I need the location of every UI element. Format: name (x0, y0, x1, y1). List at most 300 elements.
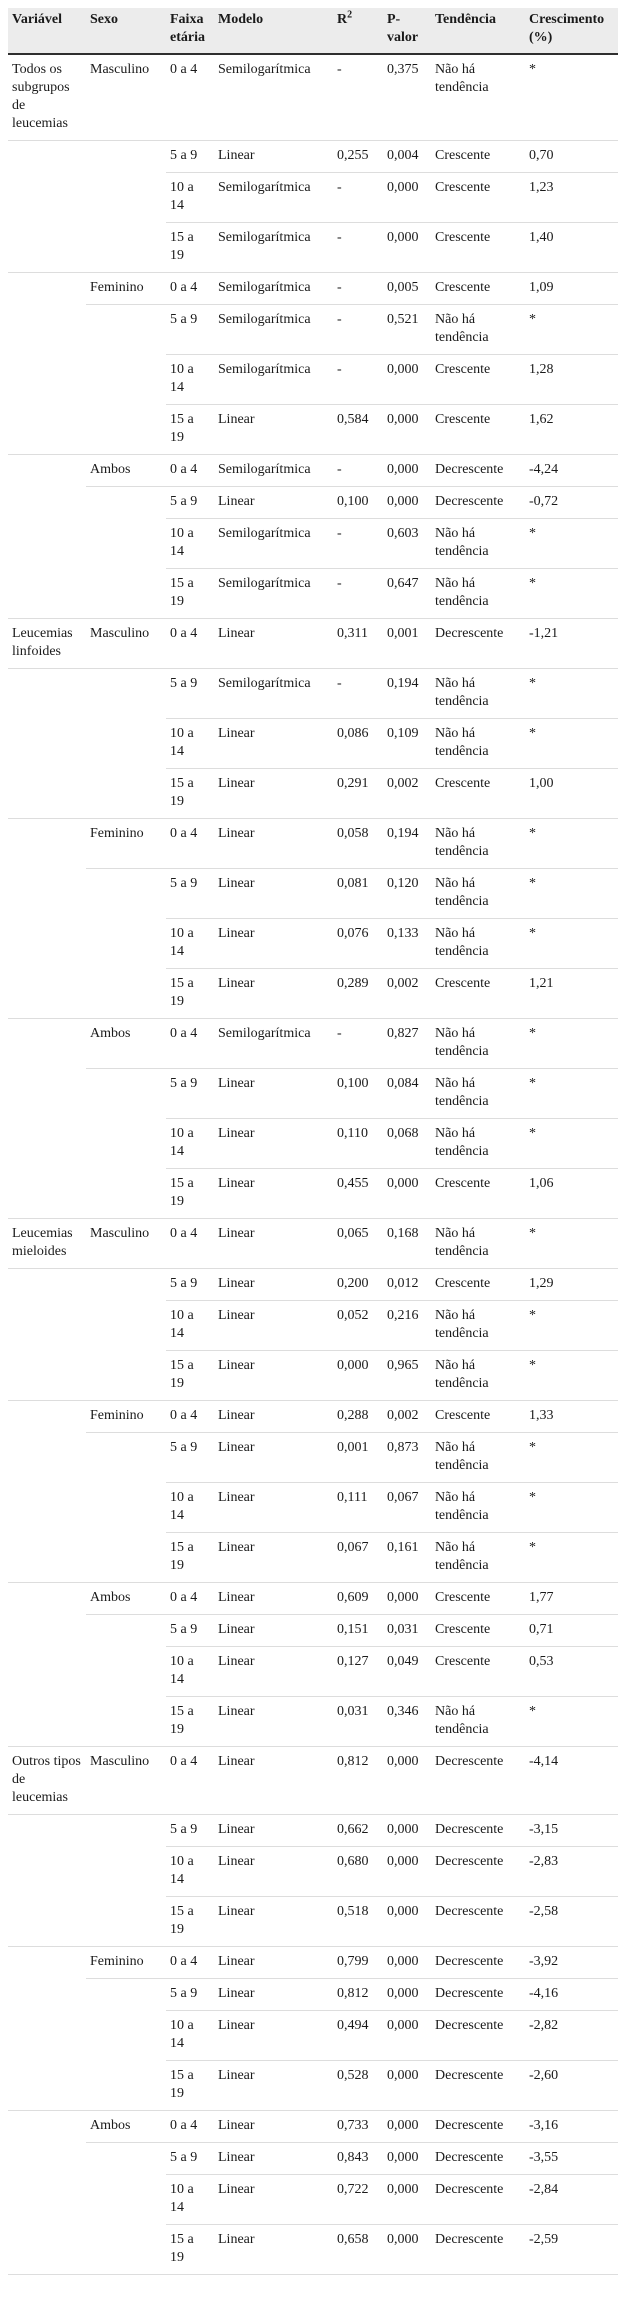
cell-r2: 0,200 (333, 1269, 383, 1301)
cell-r2: 0,812 (333, 1747, 383, 1815)
cell-faixa-etaria: 5 a 9 (166, 1615, 214, 1647)
cell-tendencia: Crescente (431, 1169, 525, 1219)
cell-r2: 0,843 (333, 2143, 383, 2175)
cell-modelo: Linear (214, 1947, 333, 1979)
cell-variavel (8, 1483, 86, 1533)
cell-variavel (8, 1533, 86, 1583)
cell-crescimento: -2,84 (525, 2175, 618, 2225)
cell-tendencia: Não há tendência (431, 819, 525, 869)
cell-r2: 0,658 (333, 2225, 383, 2275)
cell-tendencia: Não há tendência (431, 719, 525, 769)
cell-faixa-etaria: 5 a 9 (166, 669, 214, 719)
table-row (8, 769, 618, 819)
cell-sexo (86, 1269, 166, 1301)
cell-p-valor: 0,000 (383, 173, 431, 223)
table-row (8, 2143, 618, 2175)
cell-sexo (86, 1483, 166, 1533)
table-row (8, 1483, 618, 1533)
cell-tendencia: Não há tendência (431, 1219, 525, 1269)
table-row (8, 355, 618, 405)
table-row (8, 1583, 618, 1615)
cell-tendencia: Decrescente (431, 1815, 525, 1847)
table-row (8, 2225, 618, 2275)
cell-variavel (8, 669, 86, 719)
cell-crescimento: * (525, 1219, 618, 1269)
cell-modelo: Linear (214, 141, 333, 173)
cell-r2: 0,455 (333, 1169, 383, 1219)
cell-faixa-etaria: 15 a 19 (166, 969, 214, 1019)
cell-p-valor: 0,000 (383, 1897, 431, 1947)
table-row (8, 141, 618, 173)
table-row (8, 1019, 618, 1069)
cell-p-valor: 0,068 (383, 1119, 431, 1169)
cell-crescimento: * (525, 869, 618, 919)
cell-r2: 0,065 (333, 1219, 383, 1269)
cell-r2: - (333, 173, 383, 223)
cell-tendencia: Crescente (431, 1647, 525, 1697)
cell-p-valor: 0,002 (383, 969, 431, 1019)
cell-p-valor: 0,084 (383, 1069, 431, 1119)
cell-p-valor: 0,194 (383, 669, 431, 719)
cell-p-valor: 0,000 (383, 355, 431, 405)
cell-variavel (8, 1069, 86, 1119)
table-row (8, 223, 618, 273)
cell-crescimento: * (525, 305, 618, 355)
cell-r2: 0,584 (333, 405, 383, 455)
cell-modelo: Linear (214, 1483, 333, 1533)
cell-p-valor: 0,120 (383, 869, 431, 919)
cell-sexo (86, 969, 166, 1019)
cell-variavel (8, 519, 86, 569)
cell-modelo: Linear (214, 1533, 333, 1583)
cell-tendencia: Não há tendência (431, 569, 525, 619)
cell-p-valor: 0,000 (383, 2143, 431, 2175)
cell-variavel (8, 1647, 86, 1697)
cell-crescimento: * (525, 54, 618, 141)
cell-tendencia: Não há tendência (431, 1697, 525, 1747)
cell-variavel (8, 1979, 86, 2011)
cell-r2: 0,812 (333, 1979, 383, 2011)
cell-variavel (8, 305, 86, 355)
cell-faixa-etaria: 0 a 4 (166, 273, 214, 305)
table-row (8, 487, 618, 519)
cell-faixa-etaria: 5 a 9 (166, 1269, 214, 1301)
cell-p-valor: 0,000 (383, 487, 431, 519)
cell-faixa-etaria: 0 a 4 (166, 1747, 214, 1815)
cell-variavel (8, 2011, 86, 2061)
cell-sexo: Masculino (86, 54, 166, 141)
cell-modelo: Linear (214, 1897, 333, 1947)
cell-p-valor: 0,000 (383, 2061, 431, 2111)
cell-variavel (8, 719, 86, 769)
cell-faixa-etaria: 5 a 9 (166, 487, 214, 519)
cell-r2: - (333, 455, 383, 487)
cell-p-valor: 0,873 (383, 1433, 431, 1483)
cell-tendencia: Decrescente (431, 1747, 525, 1815)
cell-tendencia: Não há tendência (431, 1019, 525, 1069)
cell-p-valor: 0,000 (383, 2011, 431, 2061)
cell-r2: 0,722 (333, 2175, 383, 2225)
trend-table (8, 8, 618, 2275)
cell-p-valor: 0,603 (383, 519, 431, 569)
header-faixa-etaria: Faixa etária (166, 8, 214, 54)
cell-modelo: Linear (214, 619, 333, 669)
cell-faixa-etaria: 15 a 19 (166, 1533, 214, 1583)
cell-crescimento: -2,83 (525, 1847, 618, 1897)
cell-modelo: Linear (214, 769, 333, 819)
cell-tendencia: Crescente (431, 1401, 525, 1433)
cell-sexo (86, 1647, 166, 1697)
cell-modelo: Linear (214, 2011, 333, 2061)
cell-modelo: Linear (214, 2143, 333, 2175)
cell-variavel (8, 1019, 86, 1069)
cell-crescimento: -3,92 (525, 1947, 618, 1979)
cell-variavel (8, 2175, 86, 2225)
cell-faixa-etaria: 15 a 19 (166, 1897, 214, 1947)
table-row (8, 1697, 618, 1747)
table-row (8, 1747, 618, 1815)
cell-crescimento: * (525, 1069, 618, 1119)
cell-r2: 0,081 (333, 869, 383, 919)
cell-faixa-etaria: 15 a 19 (166, 1169, 214, 1219)
cell-variavel (8, 1401, 86, 1433)
table-row (8, 619, 618, 669)
table-row (8, 1351, 618, 1401)
cell-modelo: Linear (214, 919, 333, 969)
cell-p-valor: 0,194 (383, 819, 431, 869)
cell-faixa-etaria: 0 a 4 (166, 1401, 214, 1433)
cell-p-valor: 0,005 (383, 273, 431, 305)
cell-p-valor: 0,521 (383, 305, 431, 355)
cell-faixa-etaria: 5 a 9 (166, 305, 214, 355)
cell-tendencia: Não há tendência (431, 1483, 525, 1533)
cell-variavel (8, 2225, 86, 2275)
cell-p-valor: 0,000 (383, 1583, 431, 1615)
cell-variavel (8, 1119, 86, 1169)
cell-faixa-etaria: 15 a 19 (166, 223, 214, 273)
cell-crescimento: -0,72 (525, 487, 618, 519)
cell-tendencia: Decrescente (431, 2143, 525, 2175)
table-row (8, 2111, 618, 2143)
cell-faixa-etaria: 5 a 9 (166, 1815, 214, 1847)
cell-sexo: Ambos (86, 1019, 166, 1069)
table-row (8, 1615, 618, 1647)
cell-variavel: Todos os subgrupos de leucemias (8, 54, 86, 141)
cell-tendencia: Decrescente (431, 1979, 525, 2011)
cell-p-valor: 0,375 (383, 54, 431, 141)
cell-crescimento: -4,16 (525, 1979, 618, 2011)
cell-crescimento: -1,21 (525, 619, 618, 669)
cell-sexo (86, 519, 166, 569)
cell-sexo (86, 2175, 166, 2225)
cell-tendencia: Decrescente (431, 1897, 525, 1947)
cell-p-valor: 0,004 (383, 141, 431, 173)
cell-crescimento: * (525, 1433, 618, 1483)
cell-modelo: Linear (214, 1219, 333, 1269)
cell-modelo: Linear (214, 1301, 333, 1351)
cell-sexo (86, 1119, 166, 1169)
table-row (8, 1433, 618, 1483)
cell-crescimento: * (525, 1119, 618, 1169)
cell-modelo: Linear (214, 1119, 333, 1169)
cell-faixa-etaria: 0 a 4 (166, 1583, 214, 1615)
cell-sexo (86, 1697, 166, 1747)
cell-variavel (8, 273, 86, 305)
cell-crescimento: * (525, 569, 618, 619)
cell-r2: 0,680 (333, 1847, 383, 1897)
cell-crescimento: * (525, 719, 618, 769)
cell-faixa-etaria: 5 a 9 (166, 1979, 214, 2011)
cell-p-valor: 0,000 (383, 2175, 431, 2225)
cell-crescimento: -3,15 (525, 1815, 618, 1847)
cell-crescimento: 1,28 (525, 355, 618, 405)
cell-variavel (8, 1269, 86, 1301)
cell-crescimento: 0,71 (525, 1615, 618, 1647)
cell-crescimento: 0,53 (525, 1647, 618, 1697)
cell-tendencia: Decrescente (431, 1947, 525, 1979)
cell-variavel (8, 2061, 86, 2111)
cell-modelo: Linear (214, 1169, 333, 1219)
cell-p-valor: 0,067 (383, 1483, 431, 1533)
cell-p-valor: 0,161 (383, 1533, 431, 1583)
cell-faixa-etaria: 0 a 4 (166, 1219, 214, 1269)
table-row (8, 1647, 618, 1697)
cell-tendencia: Decrescente (431, 2175, 525, 2225)
cell-sexo (86, 2143, 166, 2175)
cell-modelo: Linear (214, 719, 333, 769)
cell-p-valor: 0,049 (383, 1647, 431, 1697)
cell-p-valor: 0,000 (383, 223, 431, 273)
cell-modelo: Linear (214, 1847, 333, 1897)
cell-faixa-etaria: 0 a 4 (166, 1947, 214, 1979)
cell-tendencia: Decrescente (431, 2011, 525, 2061)
cell-tendencia: Não há tendência (431, 919, 525, 969)
cell-crescimento: 1,09 (525, 273, 618, 305)
cell-faixa-etaria: 5 a 9 (166, 2143, 214, 2175)
cell-r2: 0,291 (333, 769, 383, 819)
cell-sexo (86, 769, 166, 819)
cell-crescimento: * (525, 519, 618, 569)
cell-sexo (86, 1533, 166, 1583)
table-row (8, 1119, 618, 1169)
cell-r2: 0,733 (333, 2111, 383, 2143)
cell-variavel (8, 1847, 86, 1897)
cell-r2: 0,289 (333, 969, 383, 1019)
cell-faixa-etaria: 10 a 14 (166, 1483, 214, 1533)
table-row (8, 919, 618, 969)
cell-sexo (86, 669, 166, 719)
cell-sexo (86, 141, 166, 173)
table-row (8, 1533, 618, 1583)
cell-variavel (8, 1897, 86, 1947)
cell-crescimento: 1,29 (525, 1269, 618, 1301)
cell-tendencia: Crescente (431, 273, 525, 305)
cell-variavel (8, 819, 86, 869)
cell-modelo: Semilogarítmica (214, 273, 333, 305)
cell-r2: - (333, 1019, 383, 1069)
header-sexo: Sexo (86, 8, 166, 54)
cell-sexo (86, 719, 166, 769)
cell-sexo (86, 173, 166, 223)
cell-tendencia: Não há tendência (431, 1301, 525, 1351)
cell-sexo: Feminino (86, 1947, 166, 1979)
cell-r2: 0,100 (333, 1069, 383, 1119)
cell-modelo: Linear (214, 1647, 333, 1697)
cell-variavel (8, 173, 86, 223)
cell-p-valor: 0,012 (383, 1269, 431, 1301)
table-header (8, 8, 618, 54)
cell-sexo (86, 569, 166, 619)
cell-variavel (8, 455, 86, 487)
cell-tendencia: Não há tendência (431, 1069, 525, 1119)
table-row (8, 2011, 618, 2061)
cell-p-valor: 0,000 (383, 455, 431, 487)
cell-tendencia: Crescente (431, 141, 525, 173)
cell-modelo: Linear (214, 1815, 333, 1847)
cell-variavel (8, 141, 86, 173)
table-row (8, 1979, 618, 2011)
table-row (8, 2061, 618, 2111)
cell-faixa-etaria: 5 a 9 (166, 1069, 214, 1119)
cell-modelo: Semilogarítmica (214, 223, 333, 273)
cell-crescimento: * (525, 1351, 618, 1401)
cell-crescimento: -2,60 (525, 2061, 618, 2111)
table-body (8, 54, 618, 2275)
cell-tendencia: Decrescente (431, 2111, 525, 2143)
cell-modelo: Semilogarítmica (214, 54, 333, 141)
cell-p-valor: 0,002 (383, 1401, 431, 1433)
cell-sexo (86, 487, 166, 519)
cell-sexo (86, 2225, 166, 2275)
cell-faixa-etaria: 5 a 9 (166, 141, 214, 173)
cell-r2: 0,058 (333, 819, 383, 869)
cell-p-valor: 0,647 (383, 569, 431, 619)
cell-p-valor: 0,346 (383, 1697, 431, 1747)
cell-faixa-etaria: 15 a 19 (166, 1697, 214, 1747)
header-variavel: Variável (8, 8, 86, 54)
cell-variavel (8, 1615, 86, 1647)
cell-sexo (86, 1815, 166, 1847)
cell-p-valor: 0,109 (383, 719, 431, 769)
cell-r2: 0,528 (333, 2061, 383, 2111)
table-row (8, 305, 618, 355)
cell-variavel (8, 1351, 86, 1401)
cell-modelo: Semilogarítmica (214, 173, 333, 223)
table-row (8, 173, 618, 223)
table-row (8, 719, 618, 769)
header-modelo: Modelo (214, 8, 333, 54)
table-row (8, 1847, 618, 1897)
cell-modelo: Linear (214, 1069, 333, 1119)
cell-modelo: Linear (214, 819, 333, 869)
cell-crescimento: * (525, 1697, 618, 1747)
cell-r2: 0,086 (333, 719, 383, 769)
cell-modelo: Linear (214, 1433, 333, 1483)
cell-sexo: Feminino (86, 273, 166, 305)
cell-faixa-etaria: 10 a 14 (166, 519, 214, 569)
cell-p-valor: 0,133 (383, 919, 431, 969)
cell-modelo: Semilogarítmica (214, 305, 333, 355)
cell-sexo (86, 869, 166, 919)
cell-crescimento: 1,40 (525, 223, 618, 273)
cell-crescimento: 1,23 (525, 173, 618, 223)
cell-r2: 0,288 (333, 1401, 383, 1433)
table-row (8, 1947, 618, 1979)
cell-tendencia: Não há tendência (431, 519, 525, 569)
cell-p-valor: 0,000 (383, 2225, 431, 2275)
cell-p-valor: 0,000 (383, 405, 431, 455)
cell-tendencia: Não há tendência (431, 869, 525, 919)
cell-r2: 0,067 (333, 1533, 383, 1583)
cell-variavel (8, 969, 86, 1019)
cell-tendencia: Decrescente (431, 487, 525, 519)
cell-faixa-etaria: 0 a 4 (166, 455, 214, 487)
cell-crescimento: -4,24 (525, 455, 618, 487)
cell-sexo (86, 1847, 166, 1897)
cell-crescimento: * (525, 1019, 618, 1069)
cell-faixa-etaria: 15 a 19 (166, 569, 214, 619)
header-r2-base: R (337, 12, 348, 27)
cell-p-valor: 0,000 (383, 2111, 431, 2143)
cell-r2: 0,076 (333, 919, 383, 969)
table-row (8, 1069, 618, 1119)
cell-tendencia: Não há tendência (431, 54, 525, 141)
cell-tendencia: Não há tendência (431, 1433, 525, 1483)
cell-variavel (8, 223, 86, 273)
cell-modelo: Linear (214, 869, 333, 919)
cell-variavel (8, 1947, 86, 1979)
cell-tendencia: Crescente (431, 1615, 525, 1647)
cell-p-valor: 0,000 (383, 1747, 431, 1815)
cell-r2: 0,518 (333, 1897, 383, 1947)
cell-sexo: Ambos (86, 2111, 166, 2143)
cell-tendencia: Decrescente (431, 1847, 525, 1897)
cell-sexo (86, 1897, 166, 1947)
cell-faixa-etaria: 0 a 4 (166, 2111, 214, 2143)
cell-r2: 0,662 (333, 1815, 383, 1847)
cell-faixa-etaria: 10 a 14 (166, 1119, 214, 1169)
cell-modelo: Linear (214, 969, 333, 1019)
cell-modelo: Linear (214, 1747, 333, 1815)
cell-r2: 0,031 (333, 1697, 383, 1747)
cell-modelo: Linear (214, 1401, 333, 1433)
cell-crescimento: * (525, 669, 618, 719)
cell-variavel (8, 769, 86, 819)
table-row (8, 1169, 618, 1219)
cell-variavel: Outros tipos de leucemias (8, 1747, 86, 1815)
cell-tendencia: Crescente (431, 223, 525, 273)
table-row (8, 569, 618, 619)
cell-faixa-etaria: 10 a 14 (166, 355, 214, 405)
cell-r2: 0,127 (333, 1647, 383, 1697)
header-r2-superscript: 2 (347, 9, 353, 21)
cell-variavel (8, 355, 86, 405)
cell-modelo: Linear (214, 1979, 333, 2011)
cell-tendencia: Não há tendência (431, 1351, 525, 1401)
cell-sexo (86, 2061, 166, 2111)
cell-crescimento: -3,16 (525, 2111, 618, 2143)
cell-tendencia: Crescente (431, 405, 525, 455)
cell-crescimento: * (525, 819, 618, 869)
cell-variavel (8, 569, 86, 619)
cell-crescimento: -2,82 (525, 2011, 618, 2061)
cell-sexo: Feminino (86, 1401, 166, 1433)
cell-variavel (8, 1697, 86, 1747)
cell-r2: 0,110 (333, 1119, 383, 1169)
cell-p-valor: 0,000 (383, 1815, 431, 1847)
cell-modelo: Linear (214, 1269, 333, 1301)
cell-tendencia: Crescente (431, 1583, 525, 1615)
